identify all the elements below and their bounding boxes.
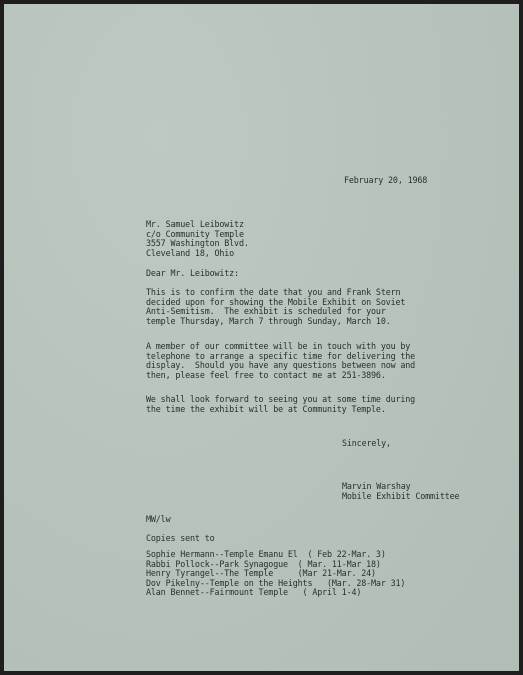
paragraph-line: temple Thursday, March 7 through Sunday, March 10. [146, 315, 391, 326]
copy-recipient: Henry Tyrangel--The Temple (Mar 21-Mar. 24) [146, 568, 376, 579]
paragraph-line: A member of our committee will be in touch with you by [146, 341, 411, 351]
recipient-line: 3557 Washington Blvd. [146, 238, 249, 249]
signer-name: Marvin Warshay [342, 481, 411, 491]
paragraph-line: display. Should you have any questions between now and [146, 360, 416, 371]
paragraph-line: Anti-Semitism. The exhibit is scheduled for your [146, 306, 386, 317]
recipient-line: c/o Community Temple [146, 228, 244, 239]
closing: Sincerely, [342, 438, 391, 448]
paragraph-line: then, please feel free to contact me at 251-3896. [146, 369, 386, 380]
paragraph-line: the time the exhibit will be at Community Temple. [146, 403, 386, 414]
paragraph-line: telephone to arrange a specific time for delivering the [146, 350, 416, 361]
copy-recipient: Alan Bennet--Fairmount Temple ( April 1-4) [146, 587, 362, 598]
paragraph-line: We shall look forward to seeing you at some time during [146, 394, 416, 404]
copies-heading: Copies sent to [146, 533, 215, 543]
paragraph-3 [146, 395, 415, 414]
copies-list [146, 550, 405, 598]
copy-recipient: Sophie Hermann--Temple Emanu El ( Feb 22-Mar. 3) [146, 549, 386, 559]
letter-page [4, 4, 519, 671]
copy-recipient: Rabbi Pollock--Park Synagogue ( Mar. 11-Mar 18) [146, 558, 381, 569]
salutation: Dear Mr. Leibowitz: [146, 268, 239, 278]
paragraph-2 [146, 342, 415, 380]
copy-recipient: Dov Pikelny--Temple on the Heights (Mar. 28-Mar 31) [146, 577, 406, 588]
recipient-line: Cleveland 18, Ohio [146, 247, 235, 258]
paragraph-line: This is to confirm the date that you and Frank Stern [146, 287, 401, 297]
letter-date: February 20, 1968 [344, 175, 428, 185]
recipient-address [146, 220, 249, 258]
typist-initials: MW/lw [146, 514, 171, 524]
paragraph-line: decided upon for showing the Mobile Exhibit on Soviet [146, 296, 406, 307]
recipient-line: Mr. Samuel Leibowitz [146, 219, 244, 229]
signer-title: Mobile Exhibit Committee [342, 491, 460, 501]
paragraph-1 [146, 288, 405, 326]
